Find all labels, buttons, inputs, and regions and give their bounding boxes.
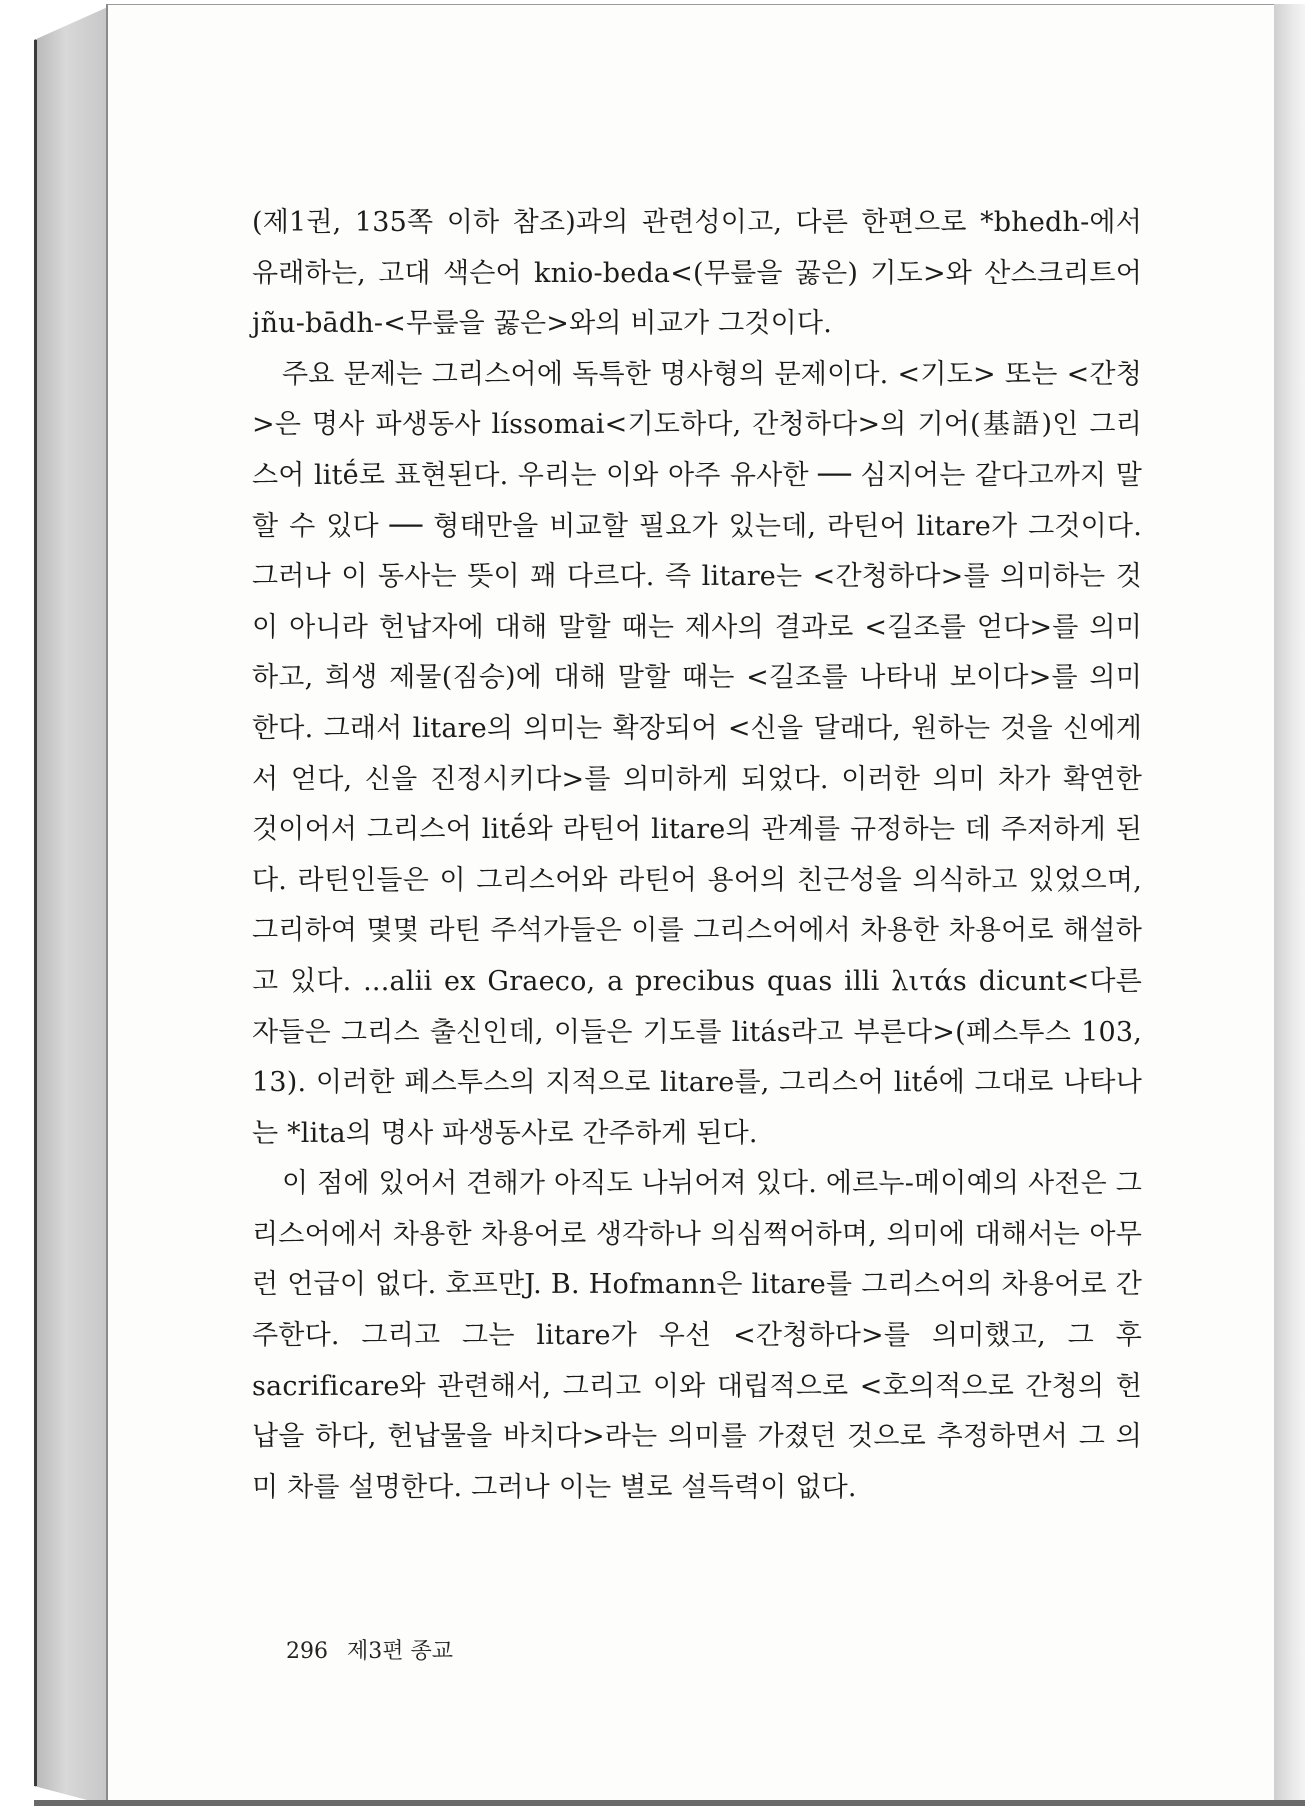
page-number: 296: [286, 1639, 328, 1664]
book-bottom-edge: [34, 1800, 1305, 1806]
paragraph-1: (제1권, 135쪽 이하 참조)과의 관련성이고, 다른 한편으로 *bhedh-에서 유래하는, 고대 색슨어 knio-beda<(무릎을 꿇은) 기도>와 산스크리트어 jñu-bādh-<무릎을 꿇은>와의 비교가 그것이다.: [252, 207, 1142, 340]
book-block-side: [34, 6, 110, 1806]
page-right-margin: [1274, 4, 1305, 1806]
page-footer: [286, 1634, 453, 1665]
paragraph-2: 주요 문제는 그리스어에 독특한 명사형의 문제이다. <기도> 또는 <간청>은 명사 파생동사 líssomai<기도하다, 간청하다>의 기어(基語)인 그리스어 litḗ로 표현된다. 우리는 이와 아주 유사한 ── 심지어는 같다고까지 말할 수 있다 ── 형태만을 비교할 필요가 있는데, 라틴어 litare가 그것이다. 그러나 이 동사는 뜻이 꽤 다르다. 즉 litare는 <간청하다>를 의미하는 것이 아니라 헌납자에 대해 말할 때는 제사의 결과로 <길조를 얻다>를 의미하고, 희생 제물(짐승)에 대해 말할 때는 <길조를 나타내 보이다>를 의미한다. 그래서 litare의 의미는 확장되어 <신을 달래다, 원하는 것을 신에게서 얻다, 신을 진정시키다>를 의미하게 되었다. 이러한 의미 차가 확연한 것이어서 그리스어 litḗ와 라틴어 litare의 관계를 규정하는 데 주저하게 된다. 라틴인들은 이 그리스어와 라틴어 용어의 친근성을 의식하고 있었으며, 그리하여 몇몇 라틴 주석가들은 이를 그리스어에서 차용한 차용어로 해설하고 있다. ...alii ex Graeco, a precibus quas illi λιτάs dicunt<다른 자들은 그리스 출신인데, 이들은 기도를 litás라고 부른다>(페스투스 103, 13). 이러한 페스투스의 지적으로 litare를, 그리스어 litḗ에 그대로 나타나는 *lita의 명사 파생동사로 간주하게 된다.: [252, 358, 1142, 1149]
body-text: [252, 198, 1142, 1513]
section-title: 제3편 종교: [347, 1639, 453, 1664]
paragraph-3: 이 점에 있어서 견해가 아직도 나뉘어져 있다. 에르누-메이예의 사전은 그리스어에서 차용한 차용어로 생각하나 의심쩍어하며, 의미에 대해서는 아무런 언급이 없다. 호프만J. B. Hofmann은 litare를 그리스어의 차용어로 간주한다. 그리고 그는 litare가 우선 <간청하다>를 의미했고, 그 후 sacrificare와 관련해서, 그리고 이와 대립적으로 <호의적으로 간청의 헌납을 하다, 헌납물을 바치다>라는 의미를 가졌던 것으로 추정하면서 그 의미 차를 설명한다. 그러나 이는 별로 설득력이 없다.: [252, 1168, 1142, 1503]
book-spine-edge: [34, 40, 37, 1786]
